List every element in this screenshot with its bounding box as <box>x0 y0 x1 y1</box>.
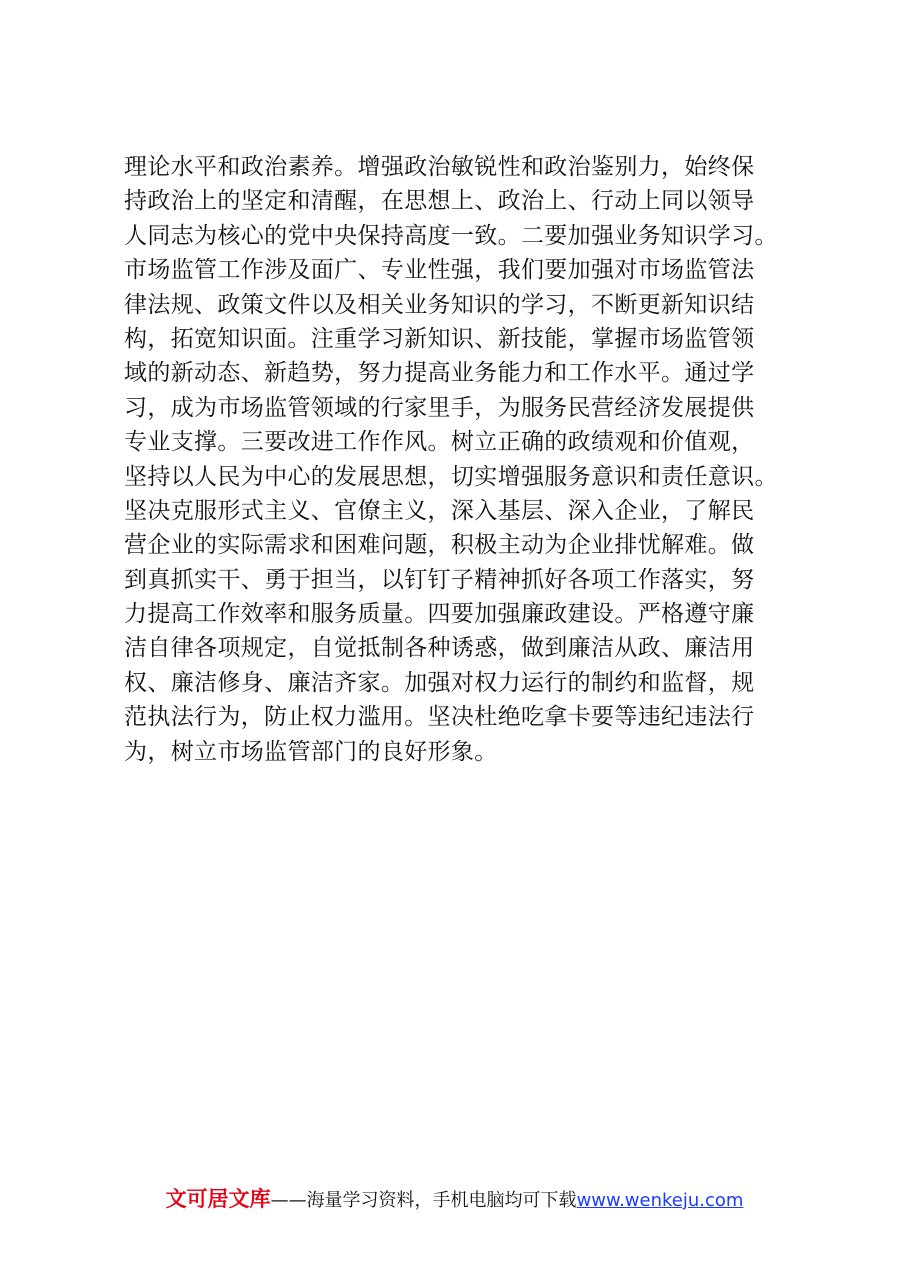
body-paragraph <box>124 150 804 769</box>
text-line: 范执法行为，防止权力滥用。坚决杜绝吃拿卡要等违纪违法行 <box>124 704 755 731</box>
website-link[interactable]: www.wenkeju.com <box>576 1190 744 1211</box>
text-line: 坚持以人民为中心的发展思想，切实增强服务意识和责任意识。 <box>124 463 778 490</box>
footer-banner <box>0 1183 909 1213</box>
text-line: 构，拓宽知识面。注重学习新知识、新技能，掌握市场监管领 <box>124 325 755 352</box>
text-line: 域的新动态、新趋势，努力提高业务能力和工作水平。通过学 <box>124 360 755 387</box>
text-line: 持政治上的坚定和清醒，在思想上、政治上、行动上同以领导 <box>124 188 755 215</box>
text-line: 力提高工作效率和服务质量。四要加强廉政建设。严格遵守廉 <box>124 601 755 628</box>
text-line: 理论水平和政治素养。增强政治敏锐性和政治鉴别力，始终保 <box>124 154 755 180</box>
text-line: 权、廉洁修身、廉洁齐家。加强对权力运行的制约和监督，规 <box>124 669 755 696</box>
text-line: 营企业的实际需求和困难问题，积极主动为企业排忧解难。做 <box>124 532 755 559</box>
text-line: 为，树立市场监管部门的良好形象。 <box>124 738 498 765</box>
footer-tagline: ——海量学习资料，手机电脑均可下载 <box>270 1190 577 1211</box>
brand-name: 文可居文库 <box>165 1187 271 1211</box>
text-line: 市场监管工作涉及面广、专业性强，我们要加强对市场监管法 <box>124 257 755 284</box>
text-line: 专业支撑。三要改进工作作风。树立正确的政绩观和价值观， <box>124 429 755 456</box>
text-line: 洁自律各项规定，自觉抵制各种诱惑，做到廉洁从政、廉洁用 <box>124 635 755 662</box>
text-line: 习，成为市场监管领域的行家里手，为服务民营经济发展提供 <box>124 394 755 421</box>
text-line: 人同志为核心的党中央保持高度一致。二要加强业务知识学习。 <box>124 222 778 249</box>
text-line: 坚决克服形式主义、官僚主义，深入基层、深入企业，了解民 <box>124 497 755 524</box>
text-line: 律法规、政策文件以及相关业务知识的学习，不断更新知识结 <box>124 291 755 318</box>
text-line: 到真抓实干、勇于担当，以钉钉子精神抓好各项工作落实，努 <box>124 566 755 593</box>
